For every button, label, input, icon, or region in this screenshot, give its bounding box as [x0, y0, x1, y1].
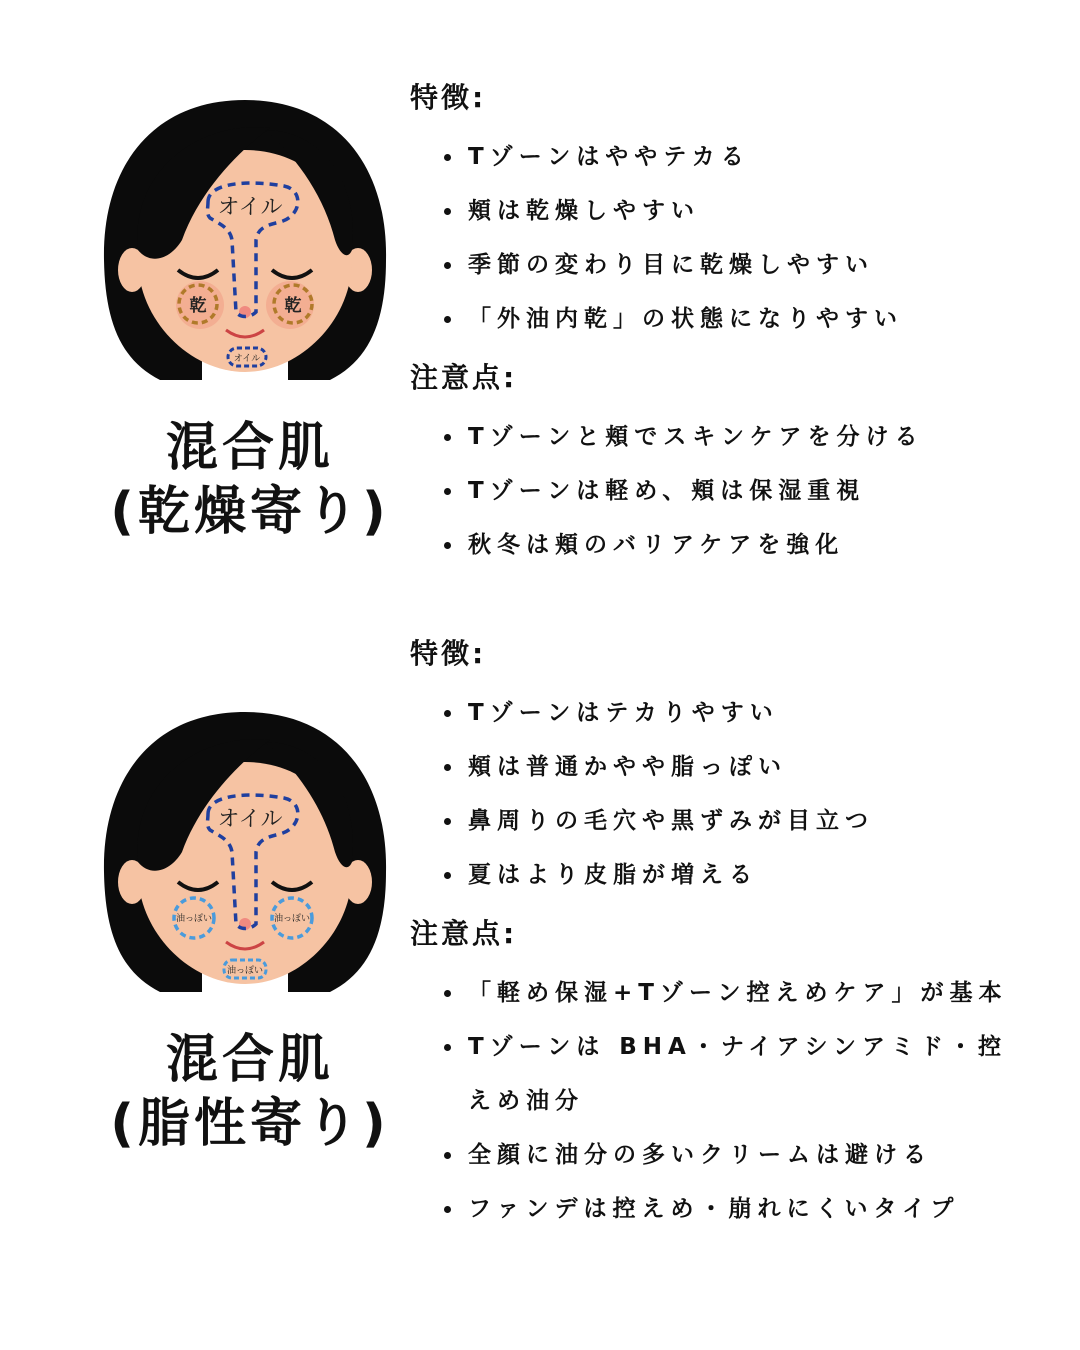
- combination-dry-section: [0, 0, 1080, 600]
- face-dry-svg: [90, 90, 400, 390]
- chin-label: 油っぽい: [226, 966, 264, 976]
- title-line-1: 混合肌: [165, 1030, 334, 1090]
- features-list: [410, 130, 1070, 346]
- cautions-heading: 注意点:: [410, 361, 518, 394]
- list-item: ファンデは控えめ・崩れにくいタイプ: [410, 1182, 1070, 1236]
- list-item: 頬は普通かやや脂っぽい: [410, 740, 1070, 794]
- list-item: Tゾーンは軽め、頬は保湿重視: [410, 464, 1070, 518]
- skin-type-title-dry: [60, 416, 440, 544]
- cheek-right-label: 乾: [284, 296, 302, 316]
- forehead-label: オイル: [217, 195, 283, 220]
- list-item: Tゾーンと頬でスキンケアを分ける: [410, 410, 1070, 464]
- list-item: Tゾーンはややテカる: [410, 130, 1070, 184]
- list-item: Tゾーンはテカりやすい: [410, 686, 1070, 740]
- cheek-right-label: 油っぽい: [273, 914, 311, 924]
- skin-type-title-oily: [60, 1028, 440, 1156]
- list-item: 頬は乾燥しやすい: [410, 184, 1070, 238]
- list-item: 夏はより皮脂が増える: [410, 848, 1070, 902]
- features-heading: 特徴:: [410, 81, 487, 114]
- list-item: 「軽め保湿+Tゾーン控えめケア」が基本: [410, 966, 1070, 1020]
- list-item: 秋冬は頬のバリアケアを強化: [410, 518, 1070, 572]
- list-item: 全顔に油分の多いクリームは避ける: [410, 1128, 1070, 1182]
- list-item: 季節の変わり目に乾燥しやすい: [410, 238, 1070, 292]
- info-panel-oily: [410, 634, 1070, 1248]
- chin-label: オイル: [233, 354, 261, 364]
- face-illustration-dry: [90, 90, 400, 390]
- cautions-list: [410, 966, 1070, 1236]
- list-item: 「外油内乾」の状態になりやすい: [410, 292, 1070, 346]
- features-heading: 特徴:: [410, 637, 487, 670]
- cheek-left-label: 油っぽい: [175, 914, 213, 924]
- forehead-label: オイル: [217, 807, 283, 832]
- cautions-heading: 注意点:: [410, 917, 518, 950]
- cheek-left-label: 乾: [189, 296, 207, 316]
- features-list: [410, 686, 1070, 902]
- combination-oily-section: [0, 610, 1080, 1310]
- list-item: Tゾーンは BHA・ナイアシンアミド・控えめ油分: [410, 1020, 1028, 1128]
- title-line-2: (脂性寄り): [110, 1094, 390, 1154]
- cautions-list: [410, 410, 1070, 572]
- face-oily-svg: [90, 702, 400, 1002]
- face-illustration-oily: [90, 702, 400, 1002]
- title-line-2: (乾燥寄り): [110, 482, 390, 542]
- info-panel-dry: [410, 78, 1070, 584]
- title-line-1: 混合肌: [165, 418, 334, 478]
- list-item: 鼻周りの毛穴や黒ずみが目立つ: [410, 794, 1070, 848]
